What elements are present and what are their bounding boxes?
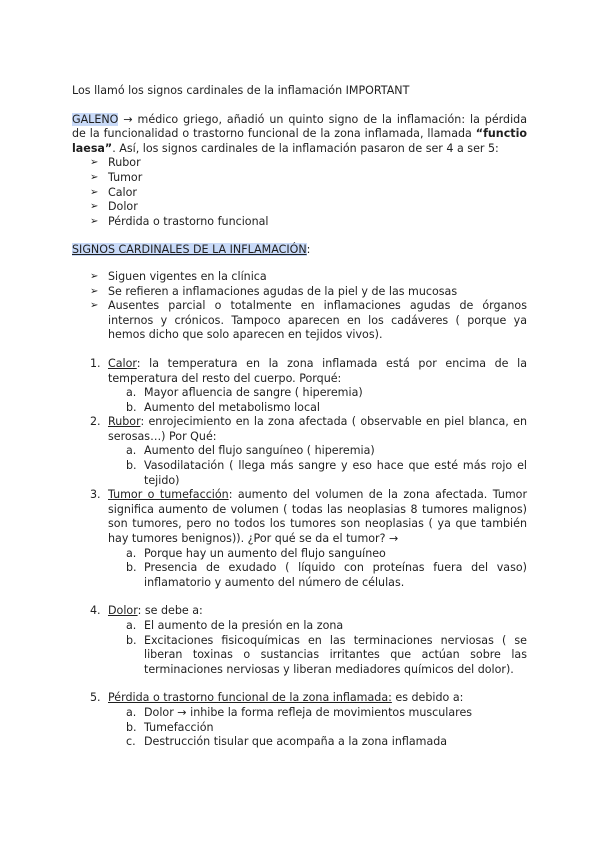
numbered-item — [90, 415, 527, 488]
sub-list — [108, 547, 527, 591]
sub-letter: c. — [126, 735, 136, 749]
intro-line: Los llamó los signos cardinales de la inflamación IMPORTANT — [72, 84, 410, 97]
sub-text: Excitaciones fisicoquímicas en las terminaciones nerviosas ( se liberan toxinas o sustancias irritantes que actúan sobre las terminaciones nerviosas y liberan mediadores químicos del dolor). — [144, 633, 527, 676]
item-text: : la temperatura en la zona inflamada está por encima de la temperatura del resto del cuerpo. Porqué: — [108, 356, 527, 385]
sub-letter: a. — [126, 546, 137, 560]
numbered-item — [90, 488, 527, 590]
sub-text: Aumento del flujo sanguíneo ( hiperemia) — [144, 444, 375, 458]
sub-letter: a. — [126, 619, 137, 632]
sign-item: ➢ Calor — [90, 186, 527, 201]
sub-text: Tumefacción — [144, 720, 214, 734]
numbered-list — [72, 691, 527, 749]
numbered-list — [72, 604, 527, 677]
sub-item — [126, 459, 527, 488]
sub-letter: a. — [126, 444, 137, 458]
galeno-paragraph — [72, 113, 527, 157]
item-number: 2. — [90, 415, 101, 429]
item-text: es debido a: — [391, 691, 464, 705]
sub-item — [126, 721, 527, 736]
bullet-item: ➢ Ausentes parcial o totalmente en inflamaciones agudas de órganos internos y crónicos. Tampoco aparecen en los cadáveres ( porque ya hemos dicho que solo aparecen en tejidos vivos). — [90, 299, 527, 343]
item-number: 5. — [90, 691, 101, 705]
sub-item — [126, 706, 527, 721]
item-number: 4. — [90, 604, 101, 618]
item-text: : se debe a: — [137, 604, 203, 618]
sign-item: ➢ Pérdida o trastorno funcional — [90, 215, 527, 230]
numbered-list — [72, 357, 527, 591]
sub-letter: b. — [126, 633, 137, 647]
bullet-item: ➢ Siguen vigentes en la clínica — [90, 270, 527, 285]
sub-item — [126, 547, 527, 562]
sub-text: Presencia de exudado ( líquido con proteínas fuera del vaso) inflamatorio y aumento del número de células. — [144, 561, 527, 589]
sub-list — [108, 706, 527, 750]
numbered-item — [90, 357, 527, 415]
sub-letter: a. — [126, 386, 137, 400]
document-page — [72, 84, 527, 750]
section-heading-colon: : — [306, 243, 311, 257]
sub-text: Dolor → inhibe la forma refleja de movimientos musculares — [144, 705, 473, 719]
item-text: : aumento del volumen de la zona afectada. Tumor significa aumento de volumen ( todas las neoplasias 8 tumores malignos) son tumores, pero no todos los tumores son neoplasias ( ya que también hay tumores benignos)). ¿Por qué se da el tumor? → — [108, 488, 528, 546]
sub-text: Mayor afluencia de sangre ( hiperemia) — [144, 386, 363, 400]
sign-item: ➢ Rubor — [90, 156, 527, 171]
cardinal-signs-list — [72, 156, 527, 229]
sub-item — [126, 444, 527, 459]
galeno-highlight: GALENO — [72, 112, 119, 126]
sub-letter: b. — [126, 400, 137, 414]
item-term: Rubor — [108, 415, 141, 429]
numbered-item — [90, 691, 527, 749]
sub-text: El aumento de la presión en la zona — [144, 619, 344, 632]
item-number: 3. — [90, 488, 101, 502]
sub-item — [126, 634, 527, 678]
sub-letter: a. — [126, 705, 137, 719]
sub-list — [108, 386, 527, 415]
item-term: Dolor — [108, 604, 138, 618]
sub-text: Destrucción tisular que acompaña a la zona inflamada — [144, 735, 448, 749]
sub-text: Vasodilatación ( llega más sangre y eso hace que esté más rojo el tejido) — [144, 459, 527, 487]
sub-item — [126, 735, 527, 750]
cardinal-bullets — [72, 270, 527, 343]
item-term: Tumor o tumefacción — [108, 488, 229, 502]
numbered-item — [90, 604, 527, 677]
functio-laesa-term: “functio laesa” — [72, 127, 527, 155]
galeno-text-1: → médico griego, añadió un quinto signo de la inflamación: la pérdida de la funcionalidad o trastorno funcional de la zona inflamada, llamada — [72, 112, 527, 141]
sub-item — [126, 401, 527, 416]
item-term: Pérdida o trastorno funcional de la zona inflamada: — [108, 691, 392, 705]
sub-item — [126, 619, 527, 634]
sign-item: ➢ Dolor — [90, 200, 527, 215]
sub-text: Porque hay un aumento del flujo sanguíneo — [144, 546, 386, 560]
item-term: Calor — [108, 356, 137, 370]
section-heading-text: SIGNOS CARDINALES DE LA INFLAMACIÓN — [72, 243, 307, 257]
item-number: 1. — [90, 356, 101, 370]
section-heading — [72, 243, 527, 258]
sub-letter: b. — [126, 561, 137, 575]
sub-item — [126, 386, 527, 401]
sub-list — [108, 619, 527, 677]
sub-letter: b. — [126, 459, 137, 473]
sub-list — [108, 444, 527, 488]
sub-text: Aumento del metabolismo local — [144, 400, 320, 414]
item-text: : enrojecimiento en la zona afectada ( observable en piel blanca, en serosas…) Por Qué: — [108, 415, 527, 443]
sub-item — [126, 561, 527, 590]
bullet-item: ➢ Se refieren a inflamaciones agudas de la piel y de las mucosas — [90, 285, 527, 300]
sign-item: ➢ Tumor — [90, 171, 527, 186]
sub-letter: b. — [126, 720, 137, 734]
galeno-text-2: . Así, los signos cardinales de la inflamación pasaron de ser 4 a ser 5: — [112, 141, 499, 155]
